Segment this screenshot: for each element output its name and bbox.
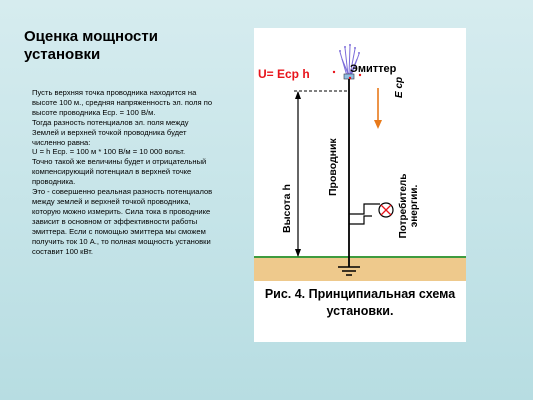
- consumer-wire-bottom: [349, 216, 372, 224]
- consumer-label: Потребитель энергии.: [398, 173, 420, 239]
- field-arrow-head: [374, 120, 382, 129]
- figure-caption: Рис. 4. Принципиальная схема установки.: [264, 287, 456, 318]
- height-arrow-bottom: [295, 249, 301, 257]
- height-label: Высота h: [281, 184, 293, 233]
- body-paragraph: Тогда разность потенциалов эл. поля между Землей и верхней точкой проводника будет численно равна:: [32, 117, 189, 147]
- height-arrow-top: [295, 91, 301, 99]
- field-strength-label: E ср: [394, 76, 405, 98]
- emitter-label: Эмиттер: [350, 63, 397, 75]
- formula-label: U= Eср h: [258, 67, 310, 81]
- ground-layer: [254, 257, 466, 281]
- body-paragraph: U = h Еср. = 100 м * 100 В/м = 10 000 вольт.: [32, 147, 186, 157]
- body-paragraph: Пусть верхняя точка проводника находится на высоте 100 м., средняя напряженность эл. поля по высоте проводника Еср. = 100 В/м.: [32, 88, 213, 117]
- conductor-label: Проводник: [327, 138, 339, 196]
- slide-body-text: [32, 88, 214, 256]
- installation-diagram: [254, 28, 466, 342]
- body-paragraph: Точно такой же величины будет и отрицательный компенсирующий потенциал в верхней точке проводника.: [32, 157, 207, 187]
- consumer-wire-top: [349, 204, 380, 214]
- body-paragraph: Это - совершенно реальная разность потенциалов между землей и верхней точкой проводника, которую можно измерить. Сила тока в проводнике зависит в основном от эффективности работы эмиттера. Если с помощью эмиттера мы сможем получить ток 10 А., то полная мощность установки составит 100 кВт.: [32, 187, 213, 256]
- slide-title: Оценка мощности установки: [24, 28, 158, 63]
